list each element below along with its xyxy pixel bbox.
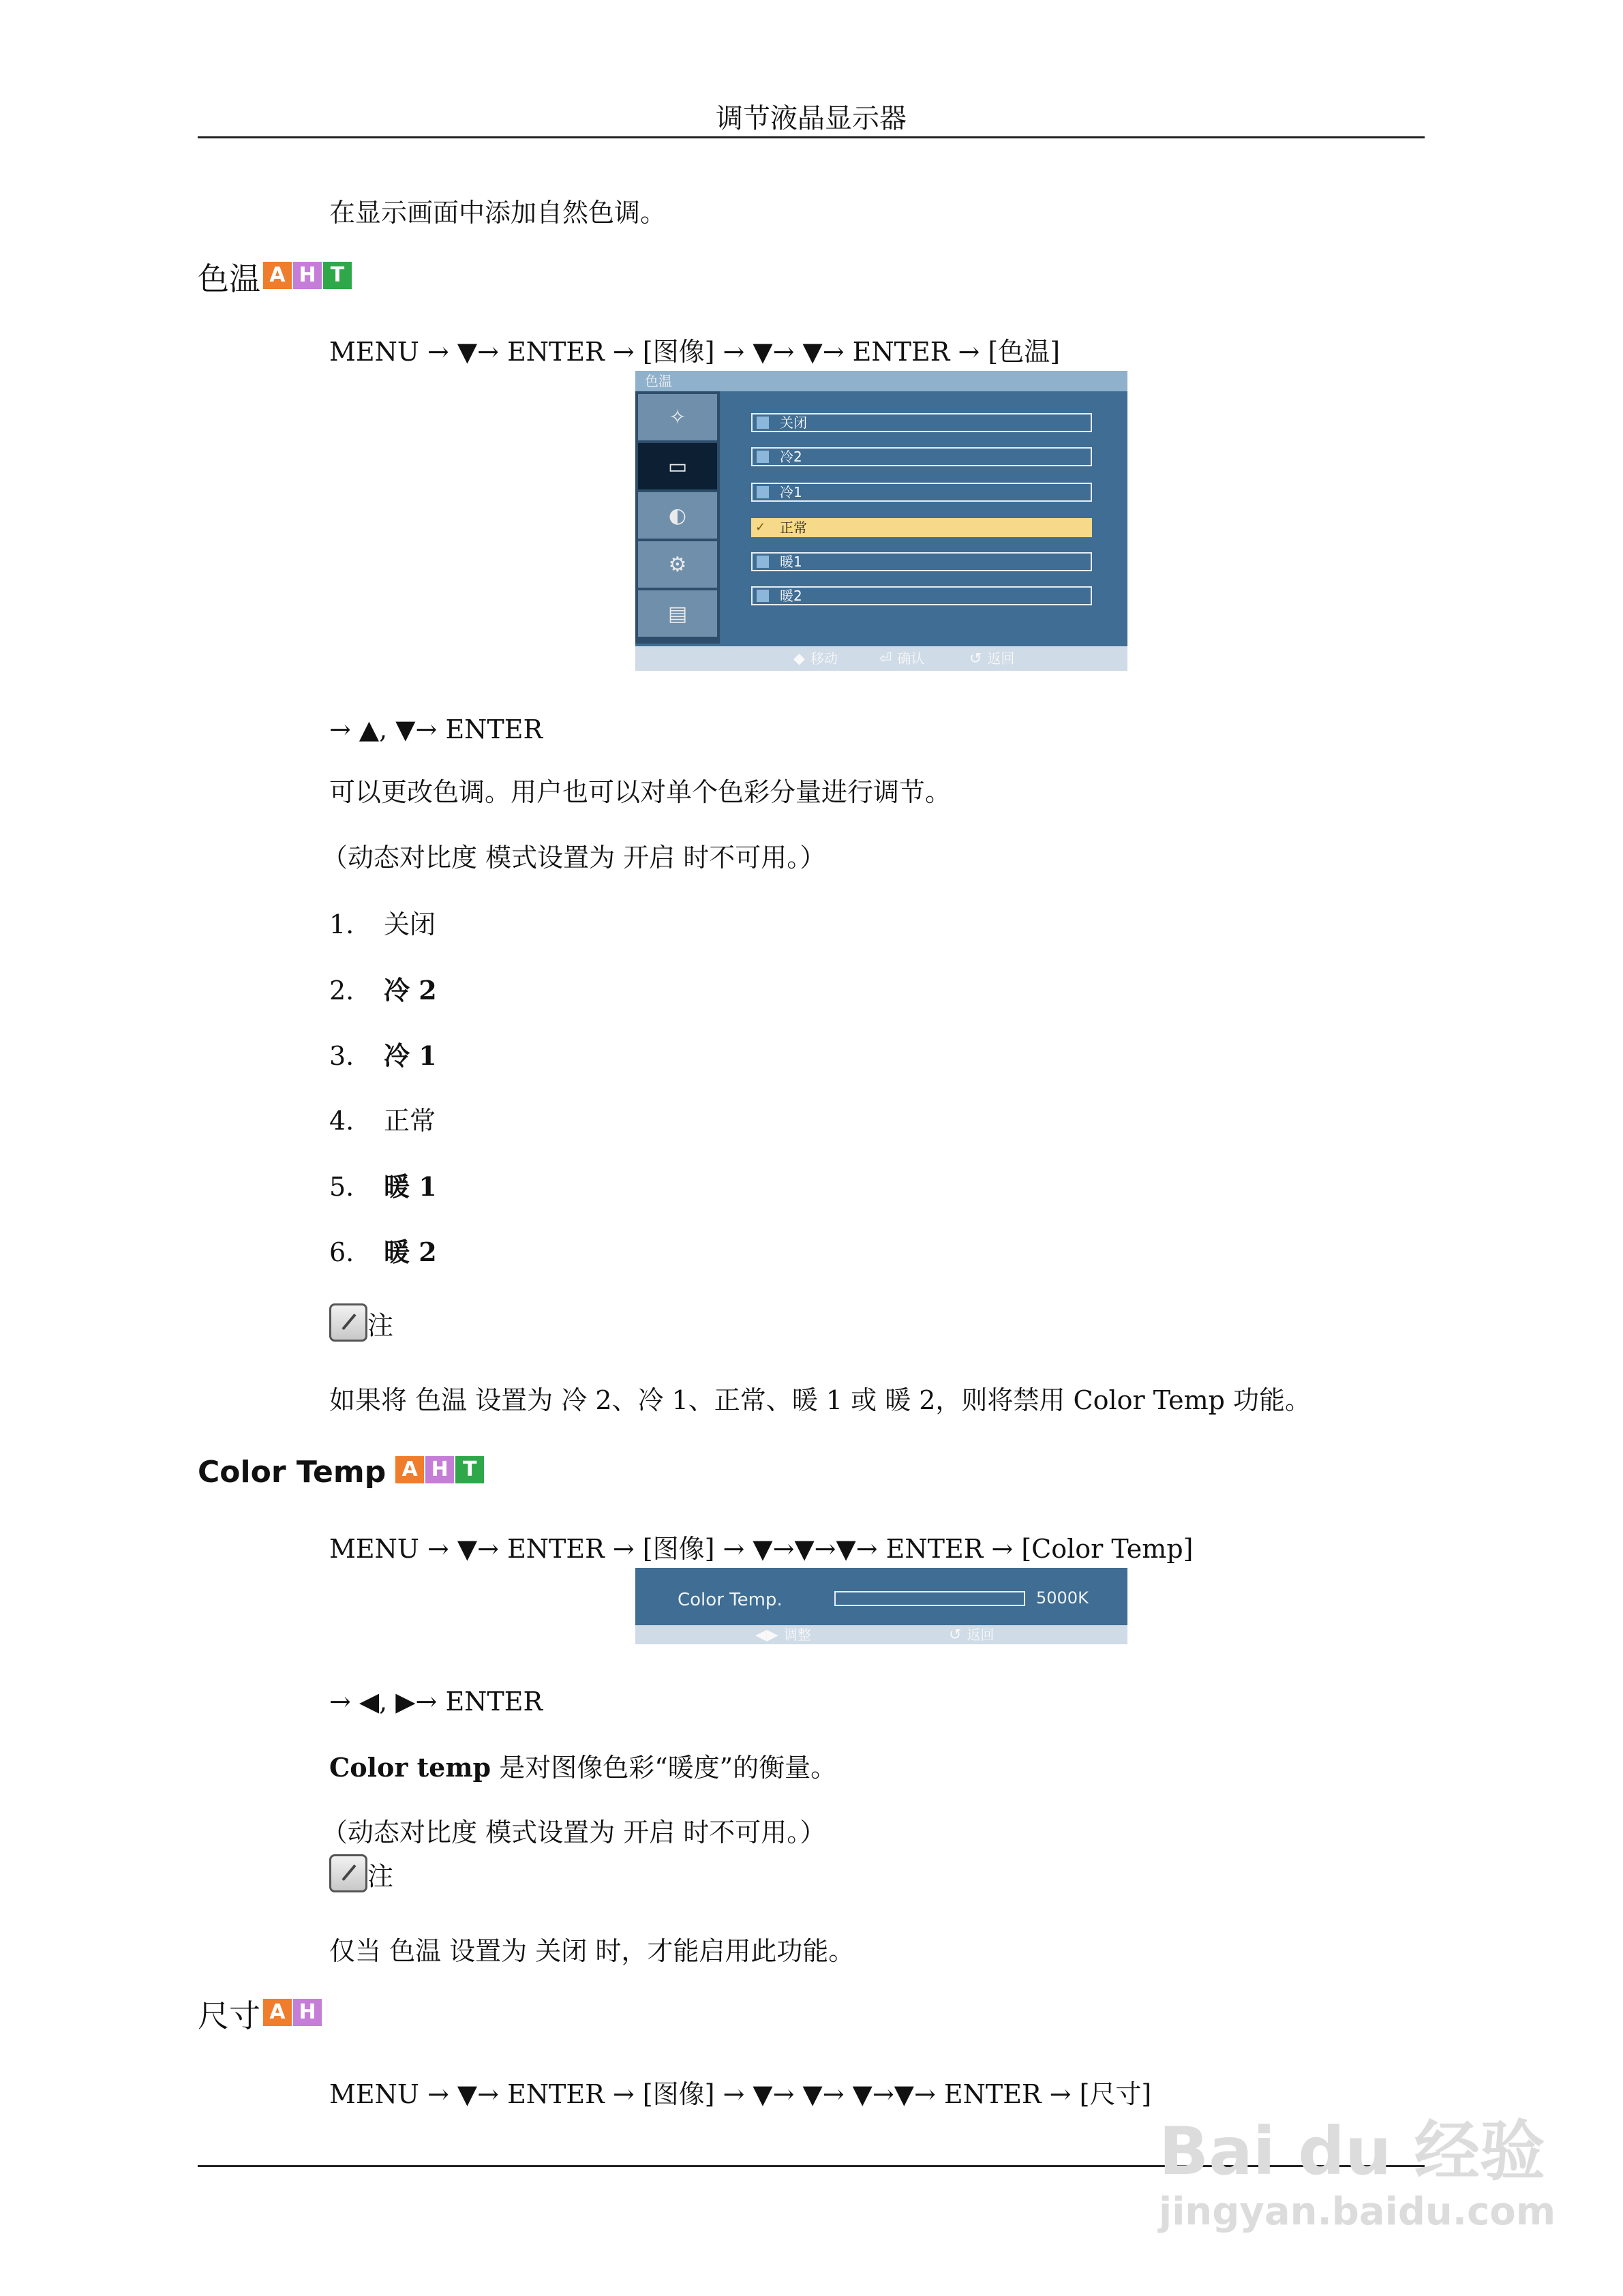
osd-footer-confirm: ⏎ 确认 <box>879 650 925 667</box>
osd-label: Color Temp. <box>678 1590 783 1610</box>
nav-instruction: → ▲, ▼→ ENTER <box>329 714 543 744</box>
osd-color-temp-slider <box>635 1568 1127 1644</box>
section-title: 尺寸 <box>198 1997 260 2034</box>
badge-h: H <box>293 262 322 289</box>
badge-a: A <box>263 1999 292 2026</box>
osd-footer <box>635 1625 1127 1644</box>
return-icon: ↺ <box>949 1627 962 1644</box>
page-header-title: 调节液晶显示器 <box>716 103 907 134</box>
menu-path: MENU → ▼→ ENTER → [图像] → ▼→ ▼→ ▼→▼→ ENTER → [尺寸] <box>329 2079 1152 2109</box>
color-temp-desc-rest: 是对图像色彩“暖度”的衡量。 <box>491 1753 837 1783</box>
osd-footer-move: ◆ 移动 <box>793 650 838 667</box>
osd-footer <box>635 646 1127 671</box>
section1-description: 可以更改色调。用户也可以对单个色彩分量进行调节。 <box>329 777 952 807</box>
intro-text: 在显示画面中添加自然色调。 <box>329 198 667 228</box>
header-rule <box>198 136 1425 138</box>
osd-option-off[interactable]: 关闭 <box>751 413 1092 432</box>
image-icon[interactable]: ▭ <box>638 443 717 491</box>
left-right-icon: ◀▶ <box>755 1627 778 1644</box>
list-item: 1. 关闭 <box>329 909 436 939</box>
section-heading-color-tone <box>198 260 353 298</box>
note-heading: 注 <box>329 1303 393 1342</box>
list-item: 2. 冷 2 <box>329 975 437 1006</box>
color-temp-slider[interactable] <box>834 1591 1025 1606</box>
watermark-url: jingyan.baidu.com <box>1159 2190 1556 2234</box>
input-icon[interactable]: ▤ <box>638 590 717 638</box>
picture-icon[interactable]: ✧ <box>638 394 717 442</box>
osd-footer-adjust: ◀▶ 调整 <box>755 1627 811 1644</box>
osd-option-warm2[interactable]: 暖2 <box>751 586 1092 605</box>
note-heading: 注 <box>329 1854 393 1892</box>
enter-icon: ⏎ <box>879 650 892 667</box>
menu-path: MENU → ▼→ ENTER → [图像] → ▼→ ▼→ ENTER → [色温] <box>329 337 1061 367</box>
note-text: 如果将 色温 设置为 冷 2、冷 1、正常、暖 1 或 暖 2，则将禁用 Color Temp 功能。 <box>329 1385 1311 1415</box>
return-icon: ↺ <box>969 650 982 667</box>
section-title: 色温 <box>198 260 260 297</box>
note-icon <box>329 1303 367 1342</box>
osd-sidebar <box>635 391 720 644</box>
badge-h: H <box>425 1456 454 1483</box>
osd-footer-back: ↺ 返回 <box>969 650 1015 667</box>
move-arrows-icon: ◆ <box>793 650 805 667</box>
note-icon <box>329 1854 367 1892</box>
section-heading-size <box>198 1997 323 2035</box>
osd-option-warm1[interactable]: 暖1 <box>751 552 1092 571</box>
badge-h: H <box>293 1999 322 2026</box>
osd-option-cool2[interactable]: 冷2 <box>751 447 1092 466</box>
model-badges <box>263 1999 323 2026</box>
osd-title: 色温 <box>635 371 1127 391</box>
check-icon: ✓ <box>755 520 766 534</box>
section2-description <box>329 1752 836 1784</box>
note-text: 仅当 色温 设置为 关闭 时，才能启用此功能。 <box>329 1936 855 1966</box>
badge-t: T <box>323 262 352 289</box>
sound-icon[interactable]: ◐ <box>638 492 717 540</box>
section-title: Color Temp <box>198 1455 386 1490</box>
list-item: 3. 冷 1 <box>329 1040 437 1071</box>
nav-instruction: → ◀, ▶→ ENTER <box>329 1687 543 1717</box>
section2-caution: （动态对比度 模式设置为 开启 时不可用。） <box>322 1817 826 1847</box>
section1-caution: （动态对比度 模式设置为 开启 时不可用。） <box>322 843 826 873</box>
model-badges <box>395 1456 485 1483</box>
menu-path: MENU → ▼→ ENTER → [图像] → ▼→▼→▼→ ENTER → [Color Temp] <box>329 1534 1194 1564</box>
badge-a: A <box>263 262 292 289</box>
model-badges <box>263 262 353 289</box>
osd-footer-back: ↺ 返回 <box>949 1627 995 1644</box>
osd-color-tone-menu <box>635 371 1127 671</box>
color-temp-value: 5000K <box>1036 1588 1089 1607</box>
osd-option-cool1[interactable]: 冷1 <box>751 483 1092 502</box>
watermark-brand: Bai du 经验 <box>1159 2113 1545 2190</box>
list-item: 4. 正常 <box>329 1106 436 1136</box>
badge-t: T <box>455 1456 484 1483</box>
setup-icon[interactable]: ⚙ <box>638 541 717 589</box>
list-item: 6. 暖 2 <box>329 1237 437 1267</box>
badge-a: A <box>395 1456 424 1483</box>
list-item: 5. 暖 1 <box>329 1171 437 1202</box>
color-temp-term: Color temp <box>329 1752 491 1783</box>
section-heading-color-temp <box>198 1455 485 1491</box>
osd-option-normal[interactable] <box>751 518 1092 537</box>
osd-option-normal-label: 正常 <box>780 519 807 536</box>
